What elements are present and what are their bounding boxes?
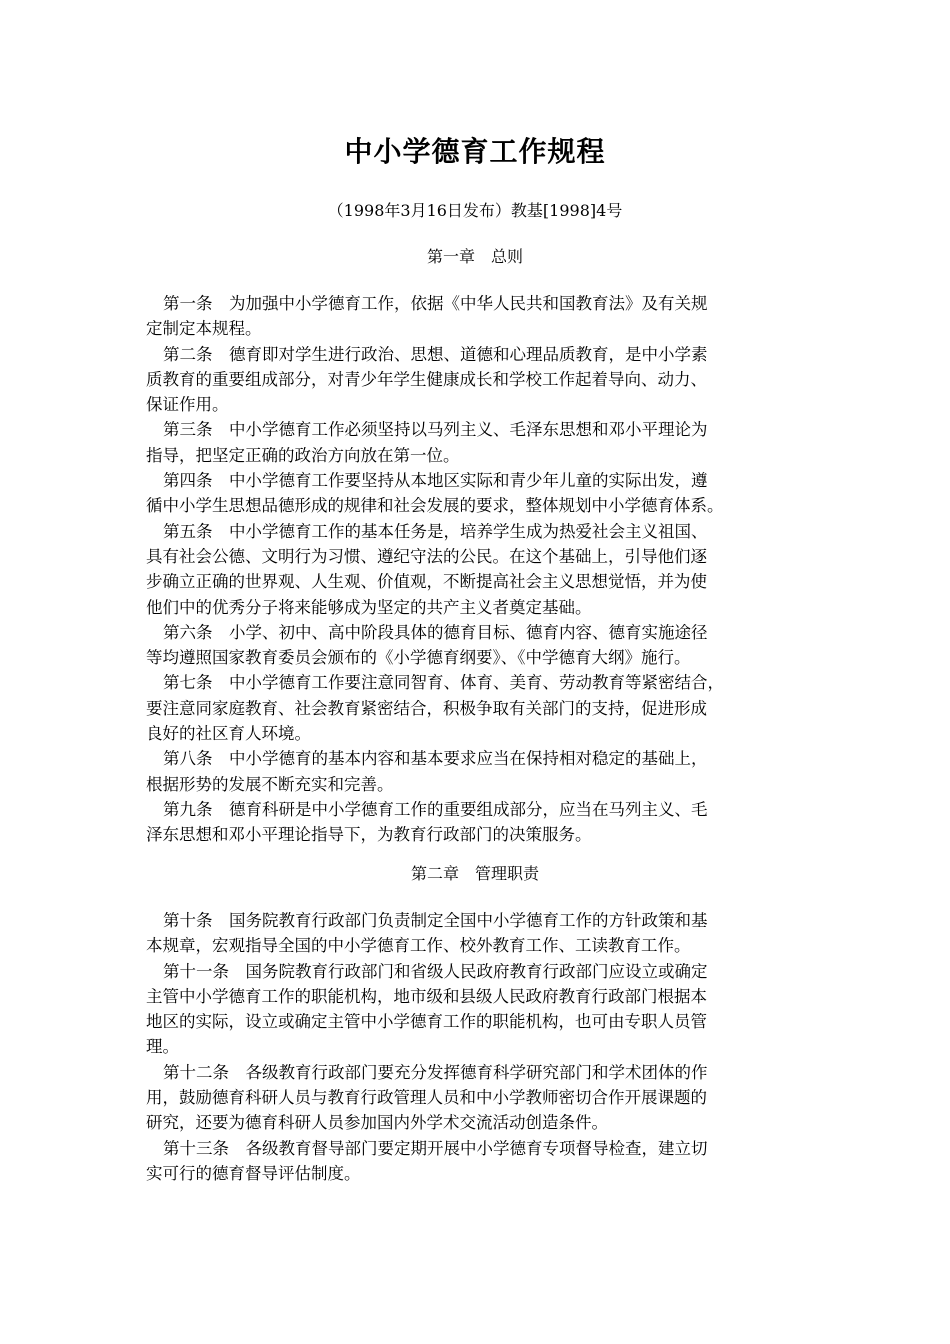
- article-7: 第七条 中小学德育工作要注意同智育、体育、美育、劳动教育等紧密结合， 要注意同家庭教育、社会教育紧密结合，积极争取有关部门的支持，促进形成 良好的社区育人环境。: [146, 673, 724, 744]
- article-11: 第十一条 国务院教育行政部门和省级人民政府教育行政部门应设立或确定 主管中小学德育工作的职能机构，地市级和县级人民政府教育行政部门根据本 地区的实际，设立或确定主管中小学德育工作的职能机构，也可由专职人员管 理。: [146, 961, 708, 1057]
- article-12: 第十二条 各级教育行政部门要充分发挥德育科学研究部门和学术团体的作 用，鼓励德育科研人员与教育行政管理人员和中小学教师密切合作开展课题的 研究，还要为德育科研人员参加国内外学术交流活动创造条件。: [146, 1062, 708, 1133]
- article-2: 第二条 德育即对学生进行政治、思想、道德和心理品质教育，是中小学素 质教育的重要组成部分，对青少年学生健康成长和学校工作起着导向、动力、 保证作用。: [146, 344, 708, 415]
- article-6: 第六条 小学、初中、高中阶段具体的德育目标、德育内容、德育实施途径 等均遵照国家教育委员会颁布的《小学德育纲要》、《中学德育大纲》施行。: [146, 622, 708, 668]
- chapter-2-articles: [146, 908, 806, 1186]
- article-10: 第十条 国务院教育行政部门负责制定全国中小学德育工作的方针政策和基 本规章，宏观指导全国的中小学德育工作、校外教育工作、工读教育工作。: [146, 911, 708, 956]
- chapter-heading-1: 第一章 总则: [426, 247, 523, 266]
- document-title: 中小学德育工作规程: [344, 135, 606, 168]
- document-subtitle: （1998年3月16日发布）教基[1998]4号: [327, 201, 623, 220]
- article-13: 第十三条 各级教育督导部门要定期开展中小学德育专项督导检查，建立切 实可行的德育督导评估制度。: [146, 1138, 708, 1183]
- article-5: 第五条 中小学德育工作的基本任务是，培养学生成为热爱社会主义祖国、 具有社会公德、文明行为习惯、遵纪守法的公民。在这个基础上，引导他们逐 步确立正确的世界观、人生观、价值观，不断提高社会主义思想觉悟，并为使 他们中的优秀分子将来能够成为坚定的共产主义者奠定基础。: [146, 521, 708, 617]
- chapter-heading-2: 第二章 管理职责: [410, 864, 539, 883]
- article-9: 第九条 德育科研是中小学德育工作的重要组成部分，应当在马列主义、毛 泽东思想和邓小平理论指导下，为教育行政部门的决策服务。: [146, 799, 708, 845]
- article-1: 第一条 为加强中小学德育工作，依据《中华人民共和国教育法》及有关规 定制定本规程。: [146, 294, 708, 339]
- article-3: 第三条 中小学德育工作必须坚持以马列主义、毛泽东思想和邓小平理论为 指导，把坚定正确的政治方向放在第一位。: [146, 420, 708, 465]
- article-8: 第八条 中小学德育的基本内容和基本要求应当在保持相对稳定的基础上， 根据形势的发展不断充实和完善。: [146, 749, 708, 794]
- article-4: 第四条 中小学德育工作要坚持从本地区实际和青少年儿童的实际出发，遵 循中小学生思想品德形成的规律和社会发展的要求，整体规划中小学德育体系。: [146, 471, 724, 516]
- chapter-1-articles: [146, 291, 806, 848]
